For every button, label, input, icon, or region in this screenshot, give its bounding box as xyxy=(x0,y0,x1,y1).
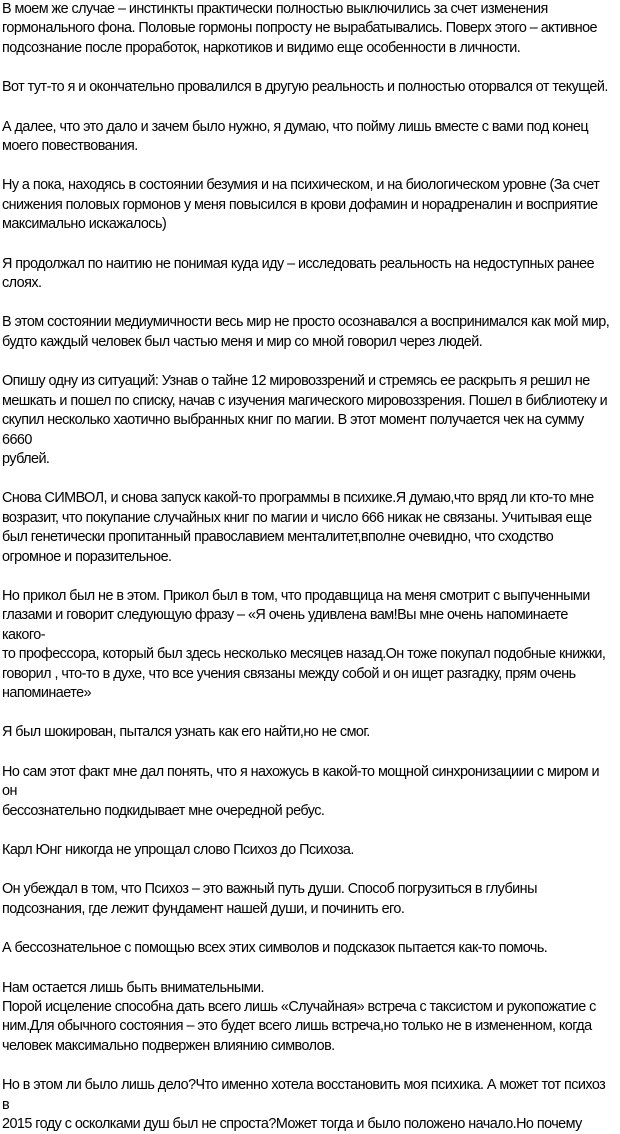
paragraph: Я продолжал по наитию не понимая куда иду – исследовать реальность на недоступных ранее слоях. xyxy=(2,255,595,292)
paragraph: Но в этом ли было лишь дело?Что именно хотела восстановить моя психика. А может тот психоз в 2015 году с осколками душ был не спроста?Может тогда и было положено начало.Но почему xyxy=(2,1077,606,1133)
paragraph: Я был шокирован, пытался узнать как его найти,но не смог. xyxy=(2,724,370,741)
paragraph: А далее, что это дало и зачем было нужно, я думаю, что пойму лишь вместе с вами под конец моего повествования. xyxy=(2,118,589,155)
paragraph: Он убеждал в том, что Психоз – это важный путь души. Способ погрузиться в глубины подсознания, где лежит фундамент нашей души, и починить его. xyxy=(2,881,537,917)
paragraph: Вот тут-то я и окончательно провалился в другую реальность и полностью оторвался от текущей. xyxy=(2,79,608,96)
paragraph: Но прикол был не в этом. Прикол был в том, что продавщица на меня смотрит с выпученными глазами и говорит следующую фразу – «Я очень удивлена вам!Вы мне очень напоминаете какого- то профессора, который был здесь несколько месяцев назад.Он тоже покупал подобные книжки, говорил , что-то в духе, что все учения связаны между собой и он ищет разгадку, прям очень напоминаете» xyxy=(2,587,606,701)
paragraph: Снова СИМВОЛ, и снова запуск какой-то программы в психике.Я думаю,что вряд ли кто-то мне возразит, что покупание случайных книг по магии и число 666 никак не связаны. Учитывая еще был генетически пропитанный православием менталитет,вполне очевидно, что сходство огромное и поразительное. xyxy=(2,490,594,565)
paragraph: Карл Юнг никогда не упрощал слово Психоз до Психоза. xyxy=(2,842,354,858)
paragraph: Порой исцеление способна дать всего лишь «Случайная» встреча с таксистом и рукопожатие с ним.Для обычного состояния – это будет всего лишь встреча,но только не в измененном, когда человек максимально подвержен влиянию символов. xyxy=(2,999,596,1054)
paragraph: Но сам этот факт мне дал понять, что я нахожусь в какой-то мощной синхронизациии с миром и он бессознательно подкидывает мне очередной ребус. xyxy=(2,763,600,819)
paragraph: А бессознательное с помощью всех этих символов и подсказок пытается как-то помочь. xyxy=(2,940,548,957)
paragraph: В этом состоянии медиумичности весь мир не просто осознавался а воспринимался как мой мир, будто каждый человек был частью меня и мир со мной говорил через людей. xyxy=(2,314,610,350)
paragraph: Нам остается лишь быть внимательными. xyxy=(2,979,264,996)
paragraph: Ну а пока, находясь в состоянии безумия и на психическом, и на биологическом уровне (За счет снижения половых гормонов у меня повысился в крови дофамин и норадреналин и восприятие максимально искажалось) xyxy=(2,177,600,233)
paragraph: В моем же случае – инстинкты практически полностью выключились за счет изменения гормонального фона. Половые гормоны попросту не вырабатывались. Поверх этого – активное подсознание после проработок, наркотиков и видимо еще особенности в личности. xyxy=(2,1,597,56)
paragraph: Опишу одну из ситуаций: Узнав о тайне 12 мировоззрений и стремясь ее раскрыть я решил не мешкать и пошел по списку, начав с изучения магического мировоззрения. Пошел в библиотеку и скупил несколько хаотично выбранных книг по магии. В этот момент получается чек на сумму 6660 рублей. xyxy=(2,373,608,467)
